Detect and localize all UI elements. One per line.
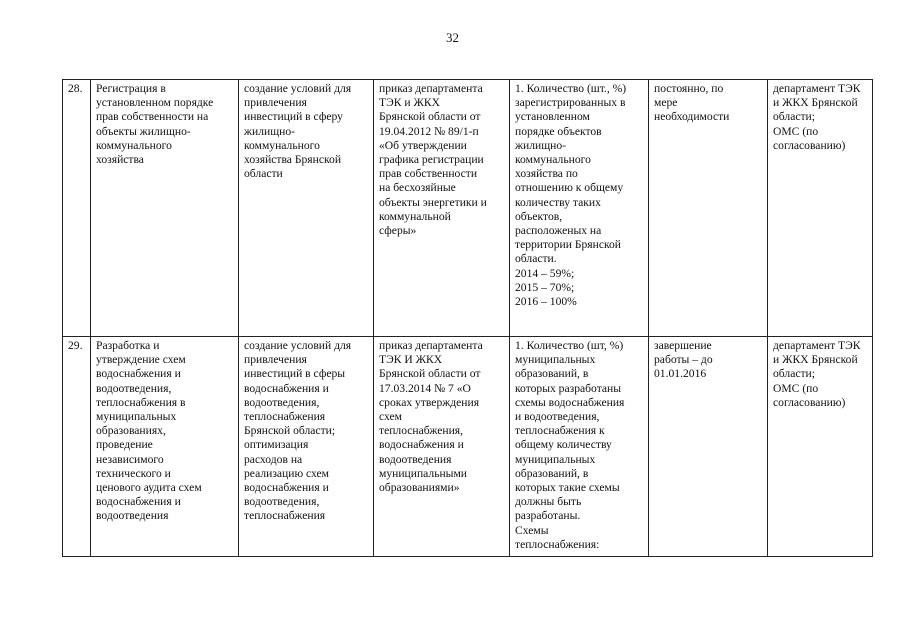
deadline-cell: постоянно, по мере необходимости [649, 80, 768, 337]
executor-cell: департамент ТЭК и ЖКХ Брянской области; ОМС (по согласованию) [768, 80, 873, 337]
executor-cell: департамент ТЭК и ЖКХ Брянской области; ОМС (по согласованию) [768, 337, 873, 557]
basis-cell: приказ департамента ТЭК И ЖКХ Брянской области от 17.03.2014 № 7 «О сроках утверждения схем теплоснабжения, водоснабжения и водоотведения муниципальными образованиями» [374, 337, 510, 557]
goal-cell: создание условий для привлечения инвестиций в сферу жилищно- коммунального хозяйства Брянской области [239, 80, 374, 337]
event-cell: Разработка и утверждение схем водоснабжения и водоотведения, теплоснабжения в муниципальных образованиях, проведение независимого технического и ценового аудита схем водоснабжения и водоотведения [91, 337, 239, 557]
indicator-cell: 1. Количество (шт, %) муниципальных образований, в которых разработаны схемы водоснабжения и водоотведения, теплоснабжения к общему количеству муниципальных образований, в которых такие схемы должны быть разработаны. Схемы теплоснабжения: [510, 337, 649, 557]
table-row [63, 80, 873, 337]
event-cell: Регистрация в установленном порядке прав собственности на объекты жилищно- коммунального хозяйства [91, 80, 239, 337]
row-number: 29. [63, 337, 91, 557]
deadline-cell: завершение работы – до 01.01.2016 [649, 337, 768, 557]
page-number: 32 [446, 30, 459, 45]
table-row [63, 337, 873, 557]
basis-cell: приказ департамента ТЭК и ЖКХ Брянской области от 19.04.2012 № 89/1-п «Об утверждении графика регистрации прав собственности на бесхозяйные объекты энергетики и коммунальной сферы» [374, 80, 510, 337]
goal-cell: создание условий для привлечения инвестиций в сферы водоснабжения и водоотведения, теплоснабжения Брянской области; оптимизация расходов на реализацию схем водоснабжения и водоотведения, теплоснабжения [239, 337, 374, 557]
row-number: 28. [63, 80, 91, 337]
measures-table [62, 79, 873, 557]
indicator-cell: 1. Количество (шт., %) зарегистрированных в установленном порядке объектов жилищно- коммунального хозяйства по отношению к общему количеству таких объектов, расположеных на территории Брянской области. 2014 – 59%; 2015 – 70%; 2016 – 100% [510, 80, 649, 337]
